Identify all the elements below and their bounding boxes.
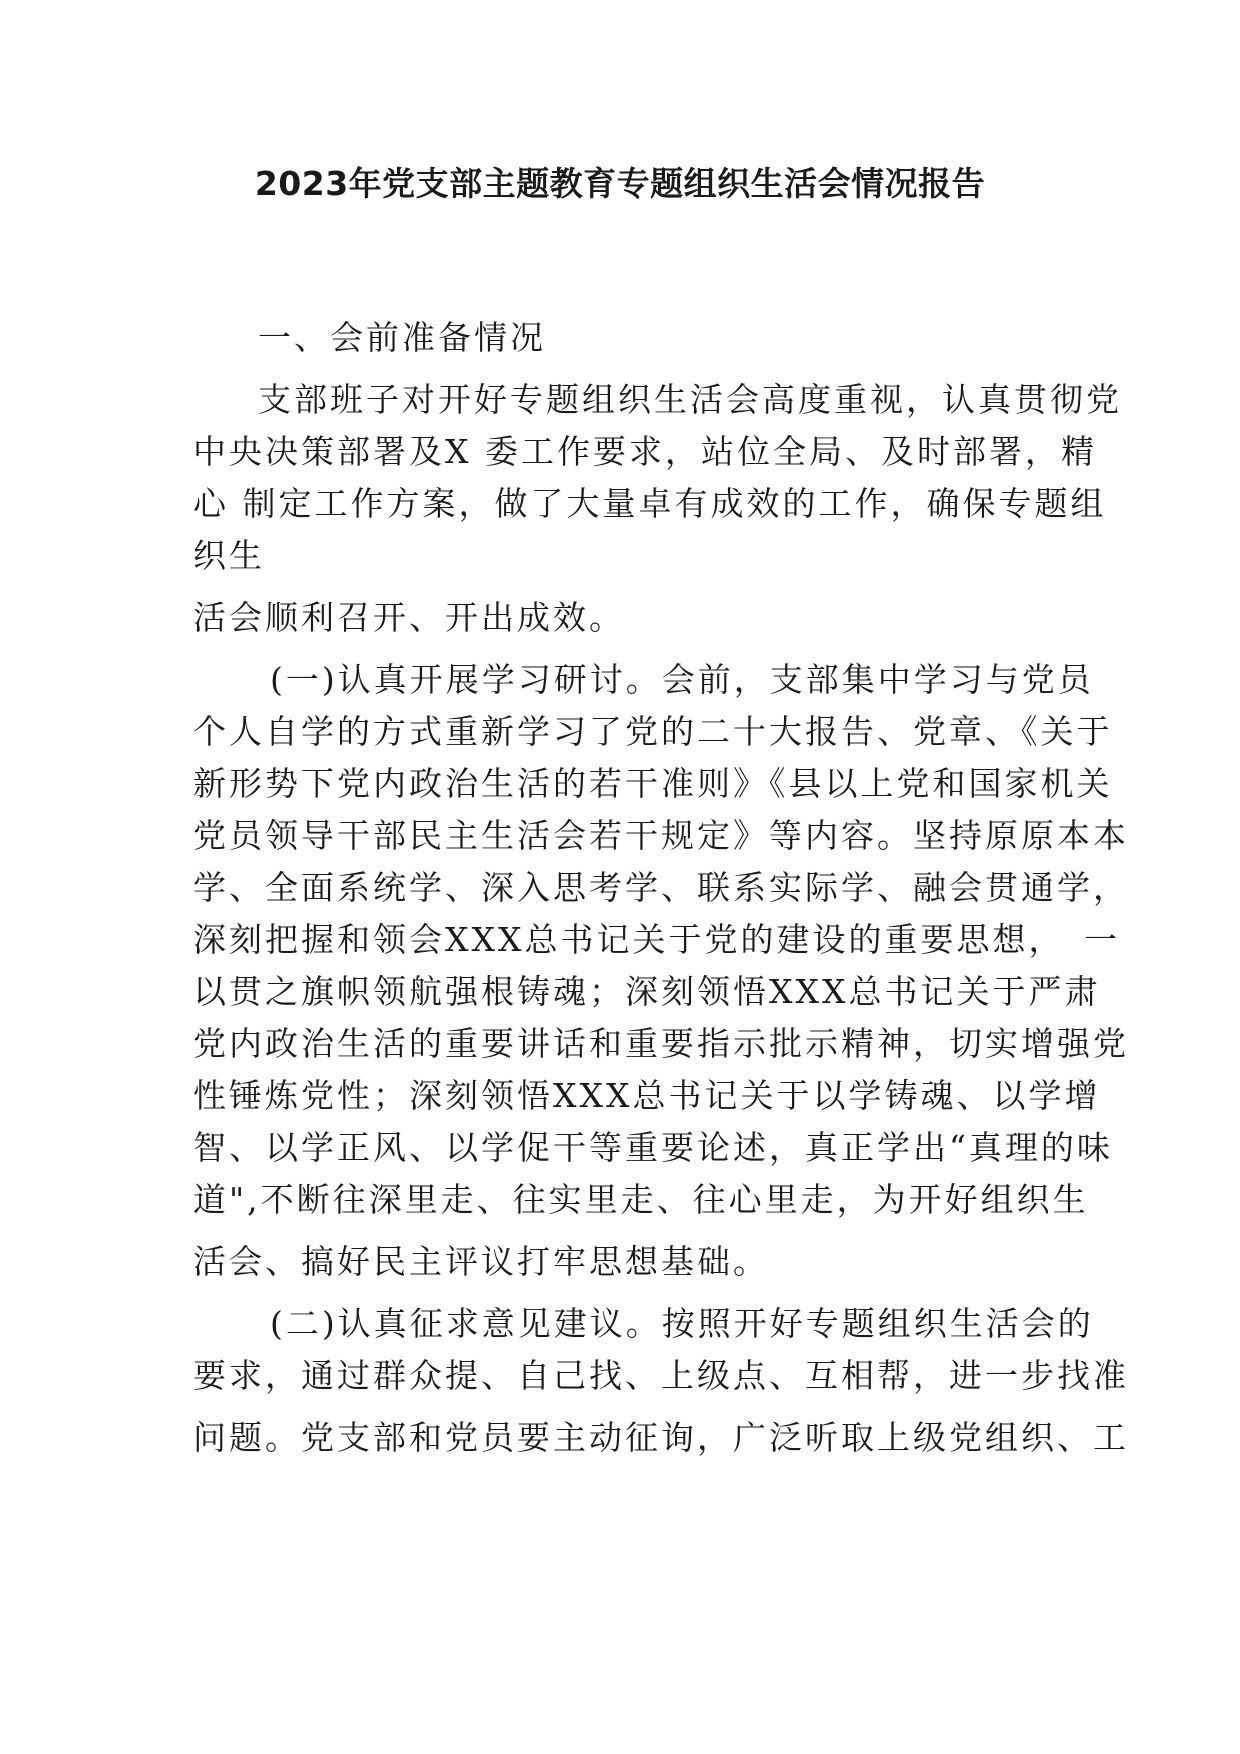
paragraph-line: 活会顺利召开、开出成效。	[193, 598, 625, 637]
section-heading: 一、会前准备情况	[258, 318, 546, 357]
paragraph-line: 活会、搞好民主评议打牢思想基础。	[193, 1242, 769, 1281]
paragraph-line: 支部班子对开好专题组织生活会高度重视，认真贯彻党	[258, 380, 1122, 419]
paragraph-line: 学、全面系统学、深入思考学、联系实际学、融会贯通学，	[193, 868, 1129, 907]
paragraph-line: 党员领导干部民主生活会若干规定》等内容。坚持原原本本	[193, 816, 1129, 855]
paragraph-line: 深刻把握和领会XXX总书记关于党的建设的重要思想， 一	[193, 920, 1120, 959]
paragraph-line: 新形势下党内政治生活的若干准则》《县以上党和国家机关	[193, 764, 1113, 803]
paragraph-line: 心 制定工作方案，做了大量卓有成效的工作，确保专题组	[193, 484, 1107, 523]
paragraph-line: 问题。党支部和党员要主动征询，广泛听取上级党组织、工	[193, 1418, 1129, 1457]
subsection-line: (一)认真开展学习研讨。会前，支部集中学习与党员	[270, 660, 1094, 699]
paragraph-line: 智、以学正风、以学促干等重要论述，真正学出“真理的味	[193, 1128, 1113, 1167]
paragraph-line: 织生	[193, 536, 265, 575]
paragraph-line: 个人自学的方式重新学习了党的二十大报告、党章、《关于	[193, 712, 1113, 751]
paragraph-line: 以贯之旗帜领航强根铸魂；深刻领悟XXX总书记关于严肃	[193, 972, 1101, 1011]
paragraph-line: 党内政治生活的重要讲话和重要指示批示精神，切实增强党	[193, 1024, 1129, 1063]
subsection-line: (二)认真征求意见建议。按照开好专题组织生活会的	[270, 1304, 1094, 1343]
paragraph-line: 中央决策部署及X 委工作要求，站位全局、及时部署，精	[193, 432, 1097, 471]
paragraph-line: 要求，通过群众提、自己找、上级点、互相帮，进一步找准	[193, 1356, 1129, 1395]
document-title: 2023年党支部主题教育专题组织生活会情况报告	[254, 164, 986, 203]
paragraph-line: 性锤炼党性；深刻领悟XXX总书记关于以学铸魂、以学增	[193, 1076, 1101, 1115]
paragraph-line: 道",不断往深里走、往实里走、往心里走，为开好组织生	[193, 1180, 1089, 1219]
